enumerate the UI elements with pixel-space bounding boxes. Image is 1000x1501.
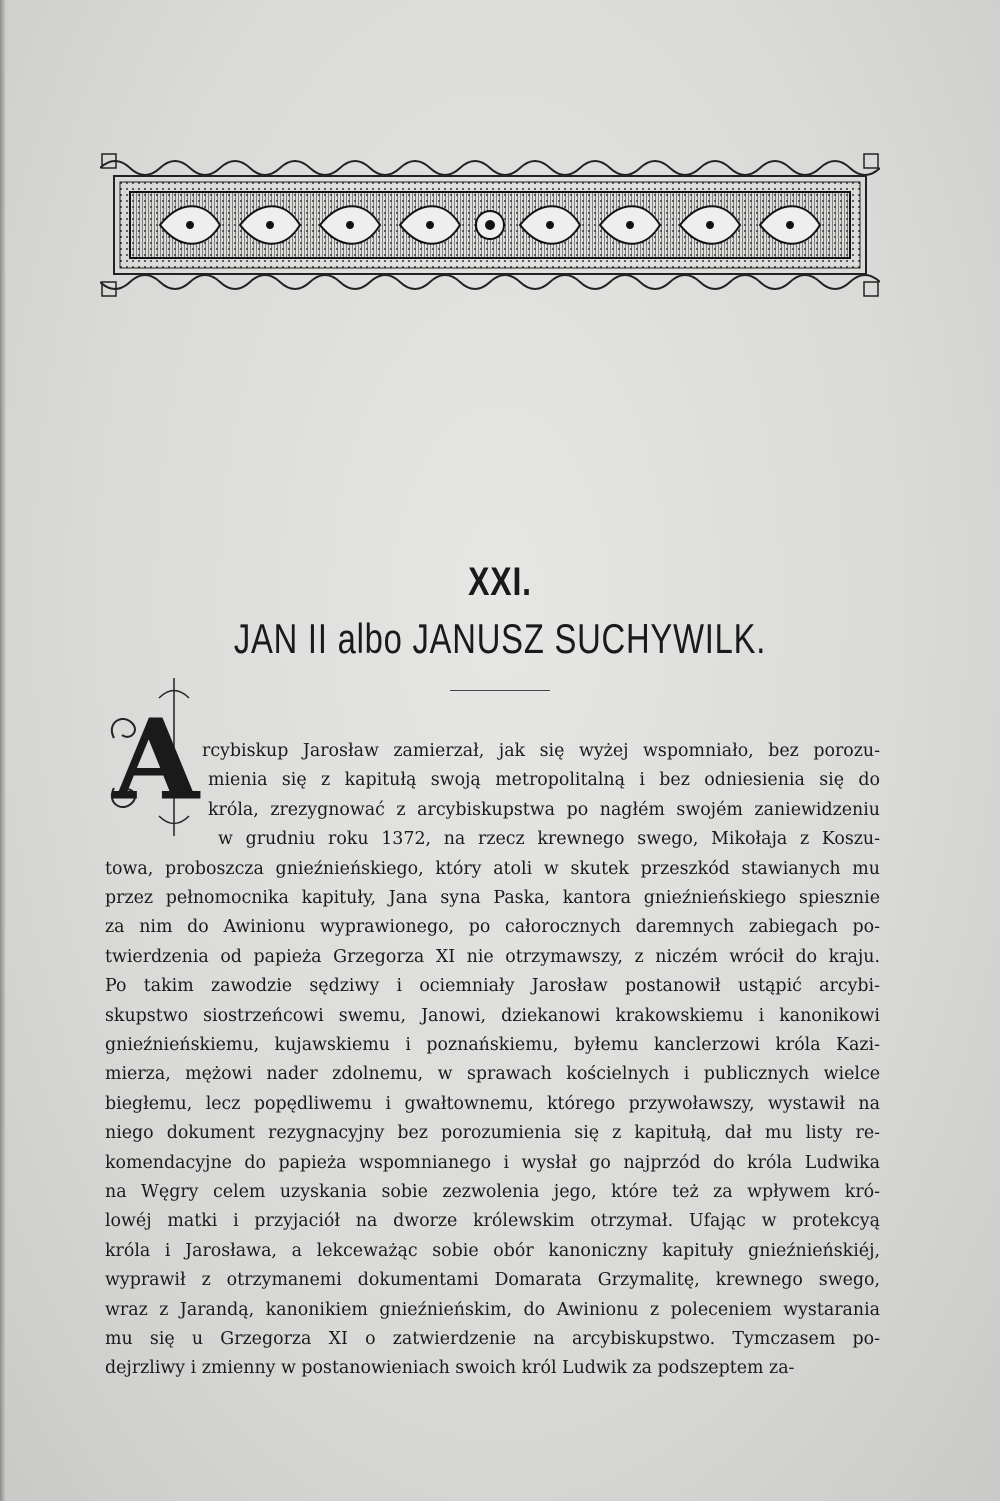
page-edge-shadow — [0, 0, 6, 1501]
text-line: twierdzenia od papieża Grzegorza XI nie otrzymawszy, z niczém wrócił do kraju. — [105, 946, 880, 967]
text-line: dejrzliwy i zmienny w postanowieniach swoich król Ludwik za podszeptem za- — [105, 1358, 795, 1379]
text-line: wyprawił z otrzymanemi dokumentami Domarata Grzymalitę, krewnego swego, — [105, 1270, 880, 1291]
text-line: mienia się z kapitułą swoją metropolitalną i bez odniesienia się do — [208, 770, 880, 791]
text-line: wraz z Jarandą, kanonikiem gnieźnieńskim, do Awinionu z poleceniem wystarania — [105, 1299, 880, 1320]
text-line: na Węgry celem uzyskania sobie zezwolenia jego, które też za wpływem kró- — [105, 1182, 880, 1202]
bleed-through-text — [110, 285, 880, 545]
text-line: biegłemu, lecz popędliwemu i gwałtownemu, którego przywoławszy, wystawił na — [105, 1093, 880, 1114]
chapter-number: XXI. — [468, 560, 532, 604]
text-line: gnieźnieńskiemu, kujawskiemu i poznańskiemu, byłemu kanclerzowi króla Kazi- — [105, 1035, 880, 1055]
decorative-initial — [104, 678, 209, 836]
title-rule — [450, 690, 550, 691]
ornamental-header-band — [100, 150, 880, 300]
text-line: przez pełnomocnika kapituły, Jana syna Paska, kantora gnieźnieńskiego spiesznie — [105, 888, 880, 908]
text-line: lowéj matki i przyjaciół na dworze królewskim otrzymał. Ufając w protekcyą — [105, 1211, 880, 1232]
text-line: rcybiskup Jarosław zamierzał, jak się wyżej wspomniało, bez porozu- — [202, 741, 880, 761]
text-line: mu się u Grzegorza XI o zatwierdzenie na arcybiskupstwo. Tymczasem po- — [105, 1329, 880, 1349]
text-line: niego dokument rezygnacyjny bez porozumienia się z kapitułą, dał mu listy re- — [105, 1123, 880, 1144]
text-line: skupstwo siostrzeńcowi swemu, Janowi, dziekanowi krakowskiemu i kanonikowi — [105, 1005, 880, 1026]
text-line: króla i Jarosława, a lekceważąc sobie obór kanoniczny kapituły gnieźnieńskiéj, — [105, 1240, 880, 1261]
initial-letter: A — [113, 695, 199, 824]
text-line: mierza, mężowi nader zdolnemu, w sprawach kościelnych i publicznych wielce — [105, 1064, 880, 1085]
chapter-title: JAN II albo JANUSZ SUCHYWILK. — [233, 615, 767, 662]
text-line: towa, proboszcza gnieźnieńskiego, który atoli w skutek przeszkód stawianych mu — [105, 858, 880, 879]
text-line: w grudniu roku 1372, na rzecz krewnego swego, Mikołaja z Koszu- — [218, 829, 880, 850]
text-line: za nim do Awinionu wyprawionego, po całorocznych daremnych zabiegach po- — [105, 917, 880, 938]
text-line: Po takim zawodzie sędziwy i ociemniały Jarosław postanowił ustąpić arcybi- — [105, 976, 880, 997]
text-line: komendacyjne do papieża wspomnianego i wysłał go najprzód do króla Ludwika — [105, 1152, 880, 1173]
text-line: króla, zrezygnować z arcybiskupstwa po nagłém swojém zaniewidzeniu — [208, 799, 880, 820]
